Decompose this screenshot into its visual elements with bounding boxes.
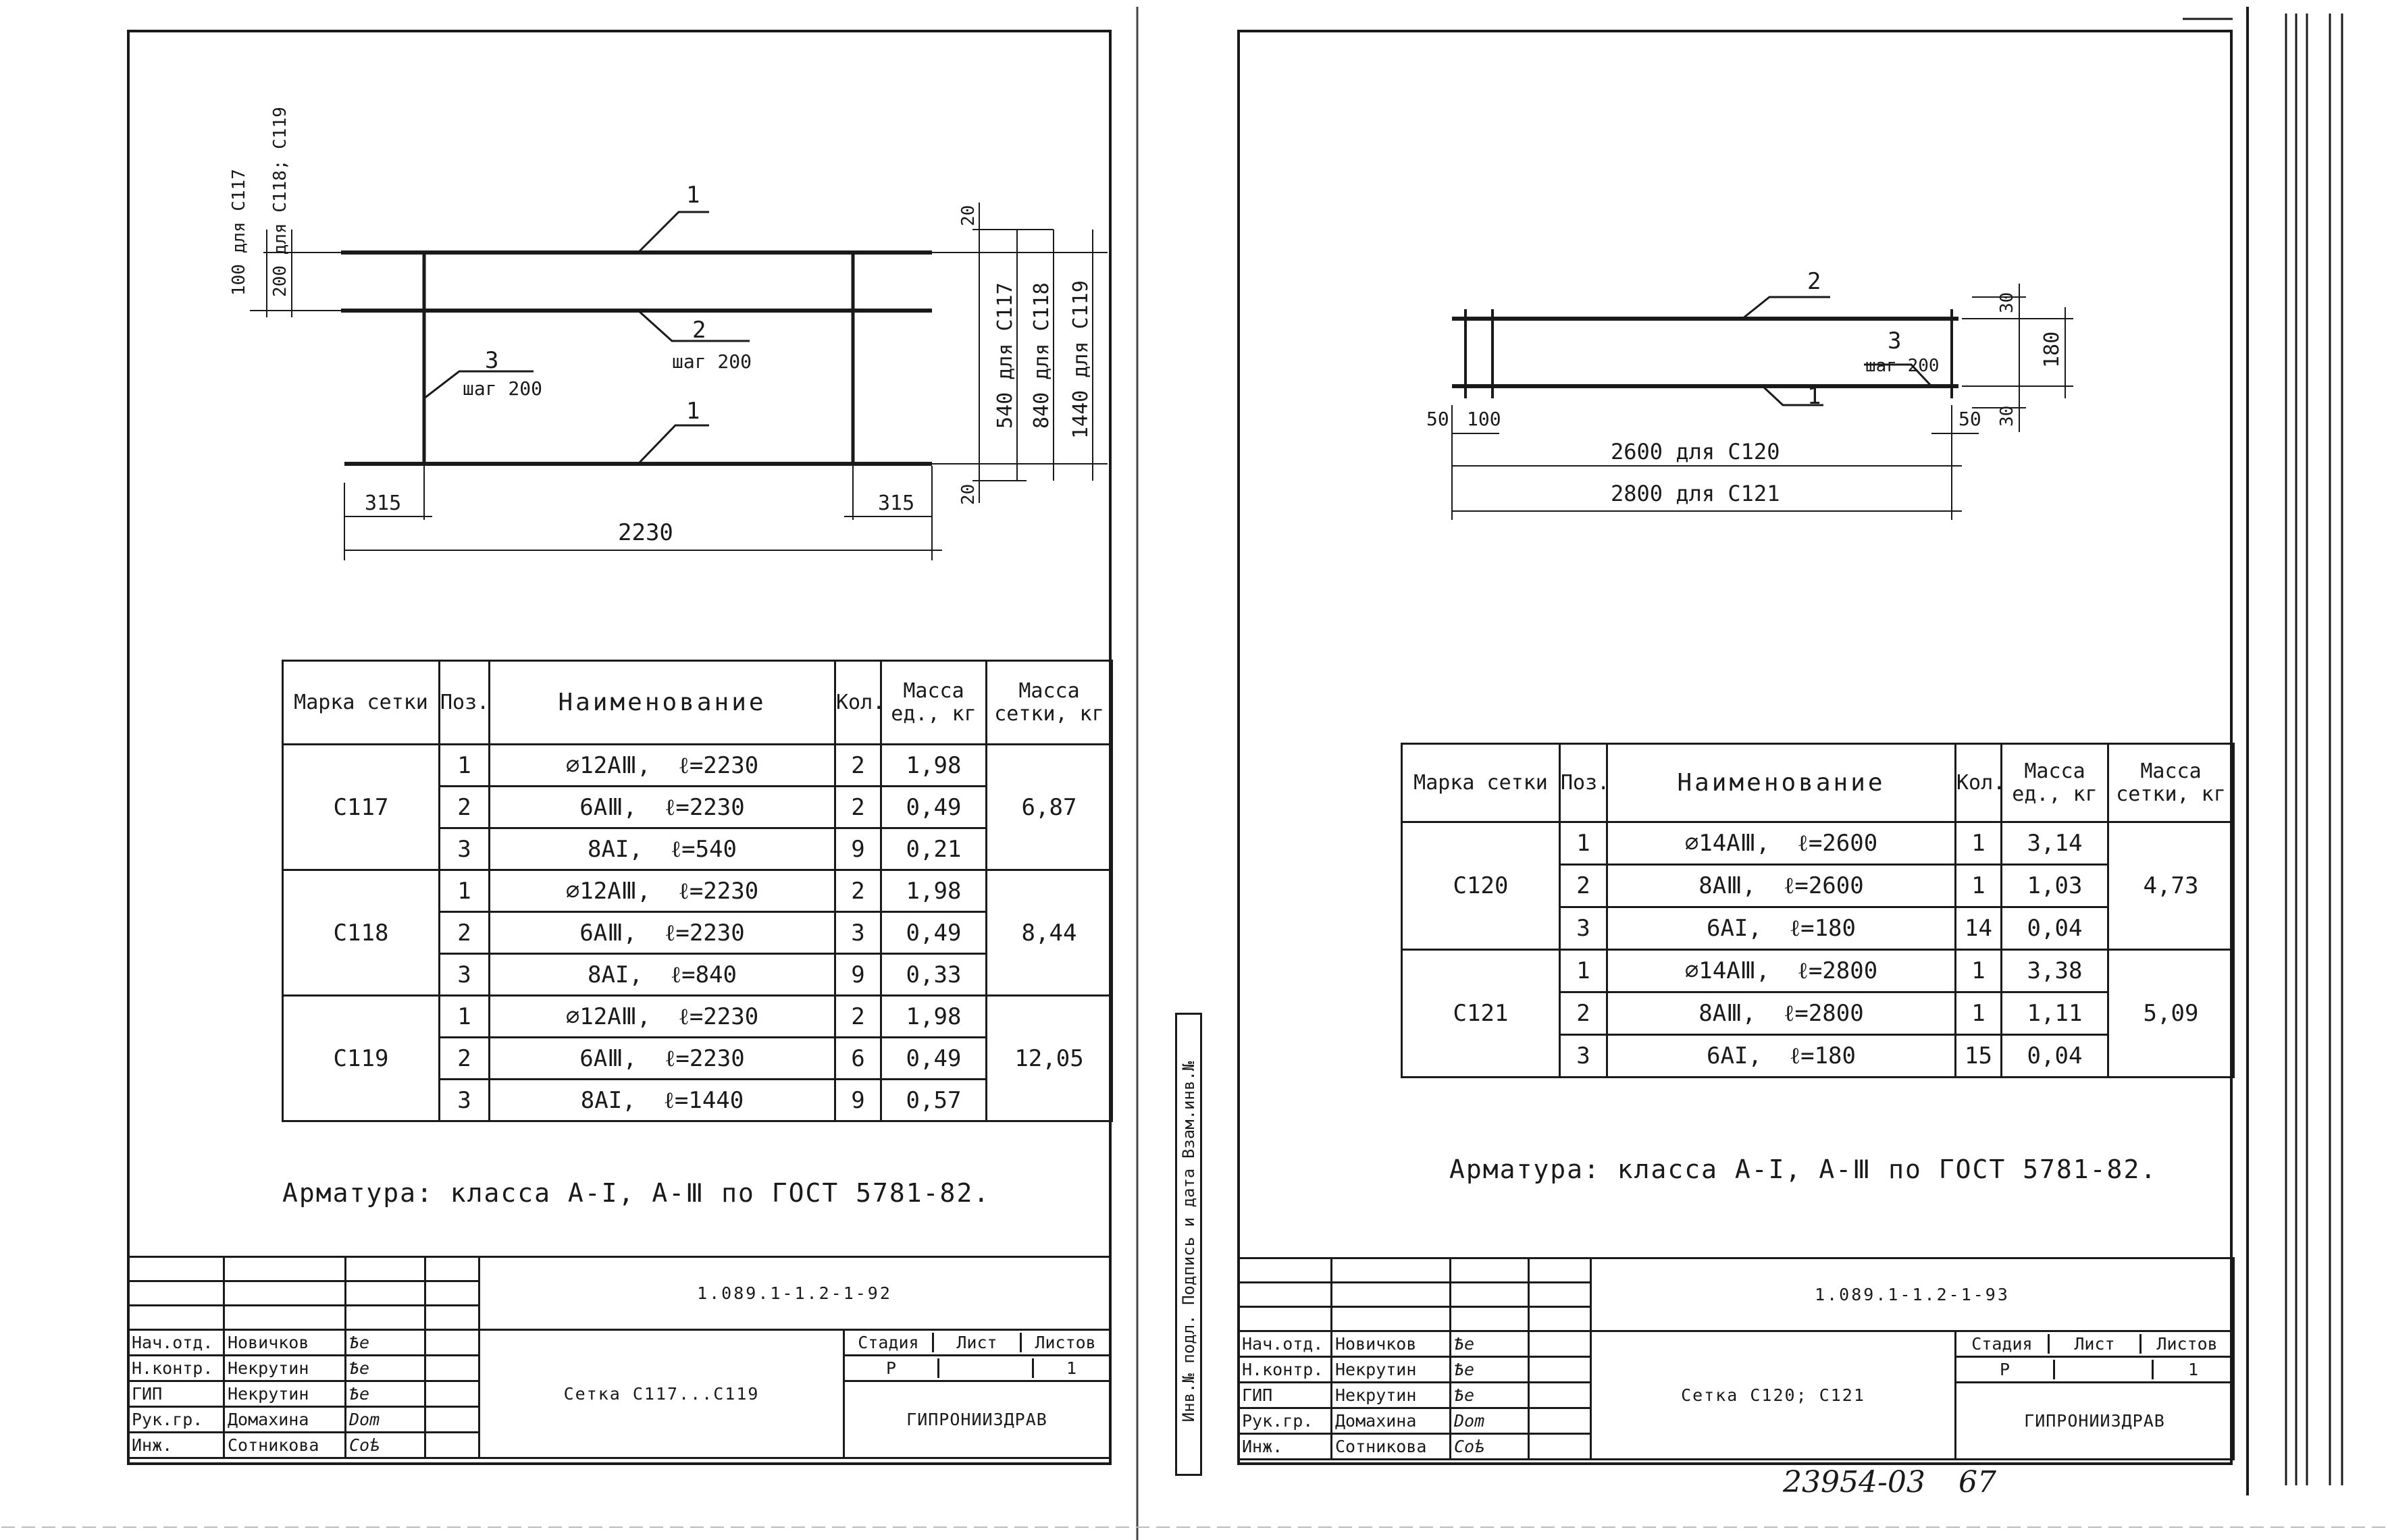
left-label-pos2-step: шаг 200 [672,350,752,373]
page-number: 67 [1958,1465,1996,1499]
stamp-signature: Соѣ [346,1433,425,1458]
right-dim-30-bottom: 30 [1997,405,2017,427]
stamp-person: Сотникова [224,1433,346,1458]
table-cell: 2 [440,912,490,954]
stamp-person: Домахина [1332,1408,1451,1434]
table-cell: 0,49 [881,787,987,828]
right-total-c121: 5,09 [2108,950,2234,1078]
right-label-pos3: 3 [1888,327,1902,354]
stamp-signature: Dom [1451,1408,1529,1434]
stamp-person: Домахина [224,1407,346,1433]
left-dim-200: 200 для С118; С119 [270,107,290,297]
table-cell: 8АⅢ, ℓ=2800 [1607,992,1956,1035]
table-cell: 6АⅢ, ℓ=2230 [490,1038,835,1080]
table-cell: 3 [1560,1035,1607,1078]
stamp-sheets: 1 [2187,1360,2198,1379]
stamp-role: Нач.отд. [1239,1331,1332,1357]
right-th-qty: Кол. [1956,744,2002,822]
left-total-c118: 8,44 [987,870,1112,996]
stamp-person: Некрутин [224,1381,346,1407]
table-cell: 3 [440,954,490,996]
stamp-person: Новичков [224,1330,346,1356]
stamp-role: Н.контр. [128,1356,224,1381]
left-organization: ГИПРОНИИЗДРАВ [844,1381,1110,1458]
left-label-pos3: 3 [485,347,499,374]
table-cell: 1 [440,745,490,787]
right-spec-table [1401,743,2235,1078]
left-dim-1440: 1440 для С119 [1069,280,1093,439]
table-cell: 6 [835,1038,881,1080]
table-cell: 1,98 [881,745,987,787]
stamp-signature: Ѣе [1451,1331,1529,1357]
left-dim-540: 540 для С117 [993,282,1017,429]
table-cell: 8АI, ℓ=840 [490,954,835,996]
binding-strip [1175,1013,1202,1476]
table-cell: 0,04 [2002,907,2108,950]
table-cell: 9 [835,1080,881,1121]
stamp-stage-label: Стадия [1956,1334,2048,1354]
stamp-role: Инж. [128,1433,224,1458]
table-cell: ⌀14АⅢ, ℓ=2800 [1607,950,1956,992]
stamp-role: Инж. [1239,1434,1332,1460]
left-dim-20-top: 20 [958,205,979,226]
right-dim-50-right: 50 [1958,408,1981,430]
right-dim-30-top: 30 [1997,292,2017,313]
table-cell: 2 [835,996,881,1038]
table-cell: 9 [835,828,881,870]
left-doc-code: 1.089.1-1.2-1-92 [479,1257,1110,1330]
right-total-c120: 4,73 [2108,822,2234,950]
table-cell: 2 [1560,865,1607,907]
table-cell: 1 [1560,822,1607,865]
stamp-signature: Ѣе [1451,1357,1529,1383]
table-cell: 8АⅢ, ℓ=2600 [1607,865,1956,907]
stamp-sheet-label: Лист [933,1333,1020,1352]
table-cell: 1,98 [881,996,987,1038]
table-cell: 3 [440,828,490,870]
stamp-sheet-label: Лист [2048,1334,2140,1354]
left-label-pos1-bottom: 1 [686,398,700,425]
left-mark-c118: С118 [283,870,440,996]
table-cell: 1 [1956,950,2002,992]
table-cell: 3 [440,1080,490,1121]
table-cell: 1,98 [881,870,987,912]
left-th-mass-unit: Масса ед., кг [881,661,987,745]
table-cell: 1,11 [2002,992,2108,1035]
table-cell: 6АI, ℓ=180 [1607,907,1956,950]
right-th-mark: Марка сетки [1402,744,1560,822]
table-cell: 1 [1560,950,1607,992]
table-cell: 15 [1956,1035,2002,1078]
left-th-mass-mesh: Масса сетки, кг [987,661,1112,745]
stamp-person: Некрутин [224,1356,346,1381]
stamp-signature: Соѣ [1451,1434,1529,1460]
table-cell: 1 [1956,865,2002,907]
table-cell: 1 [440,996,490,1038]
stamp-sheets-label: Листов [1035,1333,1096,1352]
table-cell: 14 [1956,907,2002,950]
left-th-name: Наименование [490,661,835,745]
stamp-stage: Р [1956,1360,2054,1379]
table-cell: 2 [440,1038,490,1080]
stamp-sheets-label: Листов [2156,1334,2218,1354]
table-cell: 3,14 [2002,822,2108,865]
right-label-pos1: 1 [1807,383,1821,410]
right-doc-title: Сетка С120; С121 [1591,1331,1956,1460]
left-dim-2230: 2230 [618,519,673,546]
right-th-pos: Поз. [1560,744,1607,822]
table-cell: 0,33 [881,954,987,996]
table-cell: 8АI, ℓ=1440 [490,1080,835,1121]
stamp-signature: Ѣе [1451,1383,1529,1408]
table-cell: ⌀14АⅢ, ℓ=2600 [1607,822,1956,865]
table-cell: 2 [440,787,490,828]
left-total-c119: 12,05 [987,996,1112,1121]
stamp-role: Рук.гр. [1239,1408,1332,1434]
right-th-mass-mesh: Масса сетки, кг [2108,744,2234,822]
table-cell: 6АⅢ, ℓ=2230 [490,787,835,828]
table-cell: ⌀12АⅢ, ℓ=2230 [490,996,835,1038]
right-label-pos3-step: шаг 200 [1865,356,1940,376]
right-dim-100: 100 [1467,408,1501,430]
stamp-role: Рук.гр. [128,1407,224,1433]
right-organization: ГИПРОНИИЗДРАВ [1956,1383,2234,1460]
left-mark-c119: С119 [283,996,440,1121]
stamp-role: ГИП [1239,1383,1332,1408]
table-cell: 0,04 [2002,1035,2108,1078]
table-cell: 2 [835,787,881,828]
stamp-person: Некрутин [1332,1357,1451,1383]
right-reinforcement-note: Арматура: класса А-I, А-Ⅲ по ГОСТ 5781-82. [1449,1154,2158,1184]
table-cell: 0,49 [881,912,987,954]
right-dim-50-left: 50 [1426,408,1449,430]
table-cell: ⌀12АⅢ, ℓ=2230 [490,870,835,912]
table-cell: 1 [440,870,490,912]
left-th-mark: Марка сетки [283,661,440,745]
table-cell: 0,21 [881,828,987,870]
left-dim-315-left: 315 [365,492,402,515]
stamp-signature: Ѣе [346,1356,425,1381]
stamp-person: Некрутин [1332,1383,1451,1408]
table-cell: 9 [835,954,881,996]
right-mark-c121: С121 [1402,950,1560,1078]
left-label-pos1-top: 1 [686,182,700,209]
stamp-role: Нач.отд. [128,1330,224,1356]
right-th-mass-unit: Масса ед., кг [2002,744,2108,822]
left-dim-315-right: 315 [878,492,915,515]
stamp-stage-label: Стадия [845,1333,933,1352]
stamp-role: ГИП [128,1381,224,1407]
right-dim-2600: 2600 для С120 [1611,439,1780,464]
left-th-pos: Поз. [440,661,490,745]
table-cell: 3 [1560,907,1607,950]
table-cell: 6АI, ℓ=180 [1607,1035,1956,1078]
table-cell: 2 [835,870,881,912]
left-dim-100: 100 для С117 [229,169,249,296]
table-cell: ⌀12АⅢ, ℓ=2230 [490,745,835,787]
right-title-block [1237,1257,2235,1460]
stamp-person: Сотникова [1332,1434,1451,1460]
stamp-sheet [2054,1360,2152,1379]
left-total-c117: 6,87 [987,745,1112,870]
right-mark-c120: С120 [1402,822,1560,950]
binding-text: Инв.№ подл. Подпись и дата Взам.инв.№ [1179,1061,1198,1423]
table-cell: 1 [1956,822,2002,865]
table-cell: 1 [1956,992,2002,1035]
table-cell: 0,57 [881,1080,987,1121]
stamp-role: Н.контр. [1239,1357,1332,1383]
left-th-qty: Кол. [835,661,881,745]
table-cell: 3,38 [2002,950,2108,992]
right-dim-180: 180 [2040,331,2064,368]
table-cell: 2 [1560,992,1607,1035]
right-doc-code: 1.089.1-1.2-1-93 [1591,1258,2234,1331]
table-cell: 2 [835,745,881,787]
archive-number: 23954-03 [1783,1465,1925,1499]
left-dim-20-bottom: 20 [958,483,979,505]
stamp-signature: Ѣе [346,1330,425,1356]
left-doc-title: Сетка С117...С119 [479,1330,844,1458]
left-mark-c117: С117 [283,745,440,870]
table-cell: 0,49 [881,1038,987,1080]
left-label-pos3-step: шаг 200 [463,377,543,400]
stamp-person: Новичков [1332,1331,1451,1357]
table-cell: 8АI, ℓ=540 [490,828,835,870]
right-dim-2800: 2800 для С121 [1611,481,1780,506]
left-reinforcement-note: Арматура: класса А-I, А-Ⅲ по ГОСТ 5781-82. [282,1178,991,1208]
stamp-signature: Ѣе [346,1381,425,1407]
left-label-pos2: 2 [692,317,706,344]
table-cell: 3 [835,912,881,954]
right-label-pos2: 2 [1807,268,1821,295]
stamp-signature: Dom [346,1407,425,1433]
table-cell: 6АⅢ, ℓ=2230 [490,912,835,954]
table-cell: 1,03 [2002,865,2108,907]
stamp-sheets: 1 [1066,1358,1077,1378]
right-th-name: Наименование [1607,744,1956,822]
left-dim-840: 840 для С118 [1030,282,1054,429]
stamp-stage: Р [845,1358,939,1378]
